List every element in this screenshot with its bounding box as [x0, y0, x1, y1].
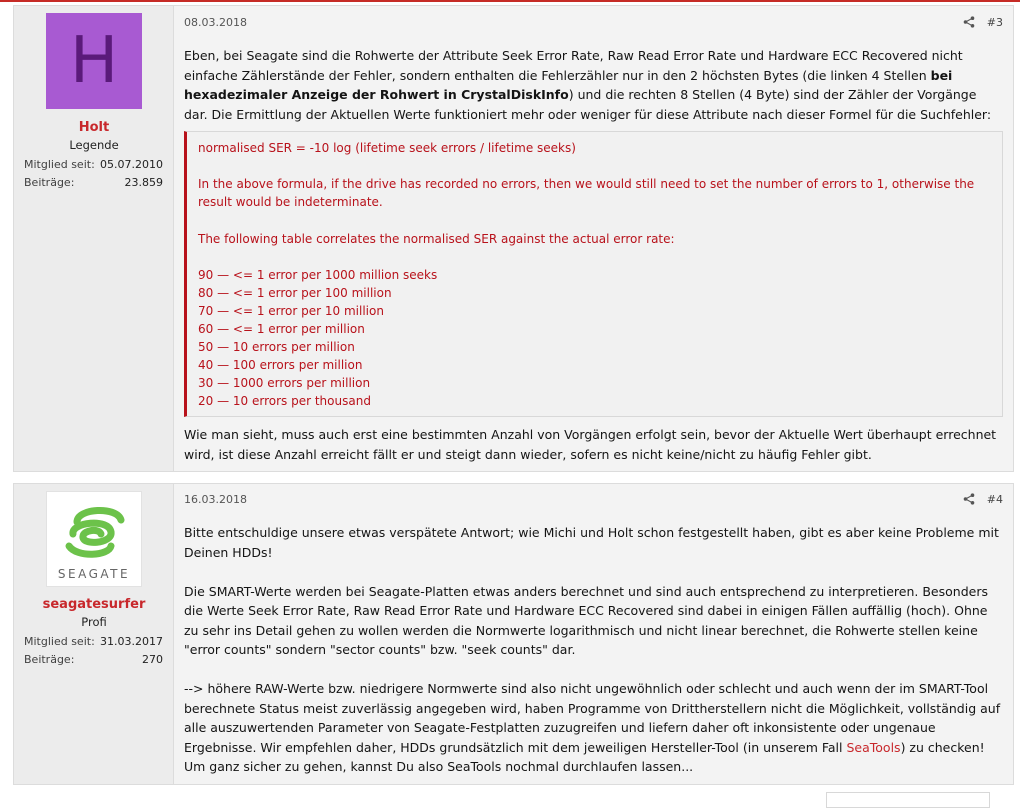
quote-row: 30 — 1000 errors per million	[198, 376, 371, 390]
post-4	[13, 483, 1014, 785]
quote-row: 20 — 10 errors per thousand	[198, 394, 371, 408]
posts-count-label: Beiträge:	[24, 176, 75, 189]
share-icon[interactable]	[963, 493, 975, 505]
quote-block	[184, 131, 1003, 417]
avatar[interactable]	[46, 491, 142, 587]
paragraph: Bitte entschuldige unsere etwas verspätete Antwort; wie Michi und Holt schon festgestellt haben, gibt es aber keine Probleme mit Deinen HDDs!	[184, 525, 999, 560]
paragraph	[184, 679, 1003, 777]
seagate-logo-text: SEAGATE	[57, 567, 131, 581]
post-3	[13, 5, 1014, 472]
quote-row: 70 — <= 1 error per 10 million	[198, 304, 384, 318]
quote-row: 40 — 100 errors per million	[198, 358, 363, 372]
posts-count-value: 270	[142, 653, 163, 666]
user-title: Profi	[81, 615, 107, 629]
post-number-link[interactable]: #4	[986, 493, 1003, 506]
posts-count-label: Beiträge:	[24, 653, 75, 666]
quote-table-intro: The following table correlates the normalised SER against the actual error rate:	[198, 232, 675, 246]
text-segment: ) und die rechten 8 Stellen (4 Byte) sind der Zähler der Vorgänge dar. Die Ermittlung der Aktuellen Werte funktioniert mehr oder weniger für diese Attribute nach dieser Formel für die Suchfehler:	[184, 87, 992, 122]
text-segment: --> höhere RAW-Werte bzw. niedrigere Normwerte sind also nicht ungewöhnlich oder schlecht und auch wenn der im SMART-Tool berechnete Status meist zuverlässig angegeben wird, haben Programme von Drittherstellern nicht die Möglichkeit, vollständig auf alle auszuwertenden Parameter von Seagate-Festplatten zuzugreifen und liefern daher oft inkonsistente oder ungenaue Ergebnisse. Wir empfehlen daher, HDDs grundsätzlich mit dem jeweiligen Hersteller-Tool (in unserem Fall	[184, 681, 1001, 755]
share-icon[interactable]	[963, 16, 975, 28]
quote-row: 50 — 10 errors per million	[198, 340, 355, 354]
username[interactable]: Holt	[78, 120, 110, 135]
member-since-value: 05.07.2010	[100, 158, 163, 171]
post-content	[174, 6, 1013, 471]
member-since-label: Mitglied seit:	[24, 635, 95, 648]
quote-row: 60 — <= 1 error per million	[198, 322, 365, 336]
quote-formula: normalised SER = -10 log (lifetime seek errors / lifetime seeks)	[198, 141, 576, 155]
quote-row: 80 — <= 1 error per 100 million	[198, 286, 392, 300]
quote-row: 90 — <= 1 error per 1000 million seeks	[198, 268, 438, 282]
top-accent-line	[0, 0, 1020, 2]
text-segment: ) zu checken! Um ganz sicher zu gehen, kannst Du also SeaTools nochmal durchlaufen lassen...	[184, 739, 985, 774]
post-text	[184, 46, 1003, 124]
post-date[interactable]: 16.03.2018	[184, 493, 247, 506]
username[interactable]: seagatesurfer	[42, 597, 146, 612]
next-element-fragment	[826, 792, 990, 808]
avatar[interactable]: H	[46, 13, 142, 109]
text-segment: Eben, bei Seagate sind die Rohwerte der Attribute Seek Error Rate, Raw Read Error Rate und Hardware ECC Recovered nicht einfache Zählerstände der Fehler, sondern enthalten die Fehlerzähler nur in den 2 höchsten Bytes (die linken 4 Stellen	[184, 48, 963, 83]
post-date[interactable]: 08.03.2018	[184, 16, 247, 29]
user-panel	[14, 6, 174, 471]
posts-count-value: 23.859	[124, 176, 163, 189]
post-text-after-quote	[184, 425, 1003, 464]
paragraph: Wie man sieht, muss auch erst eine bestimmten Anzahl von Vorgängen erfolgt sein, bevor der Aktuelle Wert überhaupt errechnet wird, ist diese Anzahl erreicht fällt er und steigt dann wieder, sofern es nicht keine/nicht zu häufig Fehler gibt.	[184, 427, 997, 462]
quote-note: In the above formula, if the drive has recorded no errors, then we would still need to set the number of errors to 1, otherwise the result would be indeterminate.	[198, 177, 975, 210]
paragraph: Die SMART-Werte werden bei Seagate-Platten etwas anders berechnet und sind auch entsprechend zu interpretieren. Besonders die Werte Seek Error Rate, Raw Read Error Rate und Hardware ECC Recovered sind dabei in einigen Fällen auffällig (hoch). Ohne zu sehr ins Detail gehen zu wollen werden die Normwerte logarithmisch und nicht linear berechnet, die Rohwerte stellen keine "error counts" sondern "sector counts" bzw. "seek counts" dar.	[184, 583, 988, 657]
paragraph	[184, 46, 1003, 124]
user-title: Legende	[69, 138, 119, 152]
post-text	[184, 523, 1003, 777]
seagate-logo	[47, 492, 141, 586]
member-since-label: Mitglied seit:	[24, 158, 95, 171]
member-since-value: 31.03.2017	[100, 635, 163, 648]
seatools-link[interactable]: SeaTools	[846, 739, 901, 755]
post-content	[174, 484, 1013, 784]
user-panel	[14, 484, 174, 784]
bold-text: bei hexadezimaler Anzeige der Rohwert in CrystalDiskInfo	[184, 67, 953, 102]
post-number-link[interactable]: #3	[986, 16, 1003, 29]
